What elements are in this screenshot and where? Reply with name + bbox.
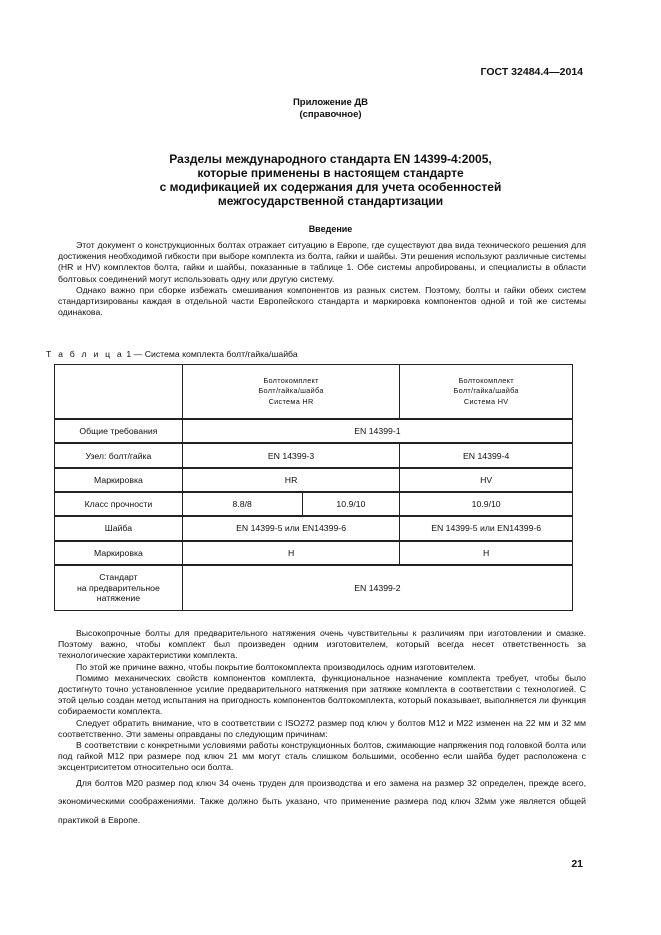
page-number: 21 [571, 858, 583, 870]
label-line: натяжение [96, 593, 141, 604]
annex-label: Приложение ДВ [292, 97, 369, 108]
paragraph: Высокопрочные болты для предварительного натяжения очень чувствительны к различиям при изготовлении и смазке. Поэтому важно, чтобы комплект был произведен одним изготовителем, который всегда несет ответственность за технологические характеристики комплекта. [58, 628, 586, 661]
annex-title [90, 152, 571, 208]
document-code: ГОСТ 32484.4—2014 [480, 66, 583, 78]
header-cell-hr [182, 365, 400, 420]
paragraph: Следует обратить внимание, что в соответствии с ISO272 размер под ключ у болтов М12 и М22 изменен на 22 мм и 32 мм соответственно. Эти замены оправданы по следующим причинам: [58, 717, 586, 739]
paragraph: Однако важно при сборке избежать смешивания компонентов из разных систем. Поэтому, болты и гайки обеих систем стандартизированы каждая в отдельной части Европейского стандарта и маркировка компонентов одной и той же системы одинакова. [58, 284, 586, 318]
table-row [55, 492, 573, 516]
row-label: Узел: болт/гайка [55, 443, 183, 467]
header-line: Болт/гайка/шайба [453, 386, 519, 396]
cell-value: EN 14399-5 или EN14399-6 [182, 516, 400, 540]
row-label: Маркировка [55, 468, 183, 492]
paragraph: Помимо механических свойств компонентов комплекта, функциональное назначение комплекта требует, чтобы было достигнуто точно установленное усилие предварительного натяжения при затяжке комплекта в соответствии с технологией. С этой целью создан метод испытания на пригодность компонентов болтокомплекта, который показывает, выполняется ли функция собираемости комплекта. [58, 672, 586, 717]
paragraph: В соответствии с конкретными условиями работы конструкционных болтов, сжимающие напряжения под головкой болта или под гайкой М12 при размере под ключ 21 мм могут сталь слишком большими, особенно если шайба будет расположена с эксцентриситетом относительно оси болта. [58, 740, 586, 773]
table-row [55, 443, 573, 467]
row-label: Класс прочности [55, 492, 183, 516]
table-caption [46, 349, 298, 359]
title-line: которые применены в настоящем стандарте [197, 166, 464, 180]
title-line: межгосударственной стандартизации [217, 194, 444, 208]
intro-text [58, 240, 586, 318]
row-label: Шайба [55, 516, 183, 540]
annex-heading [0, 97, 661, 121]
label-line: Стандарт [99, 572, 138, 583]
table-row [55, 419, 573, 443]
table-caption-text: 1 — Система комплекта болт/гайка/шайба [123, 349, 298, 359]
row-label [55, 565, 183, 611]
bolt-system-table [54, 364, 573, 611]
cell-value: EN 14399-3 [182, 443, 400, 467]
cell-value: EN 14399-4 [400, 443, 573, 467]
header-line: Болтокомплект [458, 375, 514, 385]
cell-value: 8.8/8 [182, 492, 302, 516]
table-header-row [55, 365, 573, 420]
cell-value: EN 14399-1 [182, 419, 572, 443]
table-row [55, 468, 573, 492]
cell-value: EN 14399-2 [182, 565, 572, 611]
cell-value: EN 14399-5 или EN14399-6 [400, 516, 573, 540]
row-label: Маркировка [55, 541, 183, 565]
header-line: Болтокомплект [263, 375, 319, 385]
section-heading: Введение [308, 224, 353, 234]
paragraph: Для болтов М20 размер под ключ 34 очень труден для производства и его замена на размер 32 определен, прежде всего, экономическими соображениями. Также должно быть указано, что применение размера под ключ 32мм уже является общей практикой в Европе. [58, 777, 586, 825]
cell-value: HR [182, 468, 400, 492]
cell-value: HV [400, 468, 573, 492]
cell-value: 10.9/10 [400, 492, 573, 516]
label-line: на предварительное [77, 582, 160, 593]
header-cell-hv [400, 365, 573, 420]
title-line: с модификацией их содержания для учета особенностей [159, 180, 502, 194]
table-row [55, 516, 573, 540]
annex-note: (справочное) [299, 109, 362, 120]
header-line: Система HV [463, 396, 509, 406]
table-row [55, 541, 573, 565]
paragraph: По этой же причине важно, чтобы покрытие болтокомплекта производилось одним изготовителем. [76, 661, 476, 672]
table-row [55, 565, 573, 611]
paragraph: Этот документ о конструкционных болтах отражает ситуацию в Европе, где существуют два вида технического решения для достижения необходимой гибкости при выборе комплекта из болта, гайки и шайбы. Эти решения используют различные системы (HR и HV) комплектов болта, гайки и шайбы, показанные в таблице 1. Обе системы апробированы, и специалисты в области болтовых соединений могут использовать одну или другую систему. [58, 240, 586, 284]
body-text [58, 628, 586, 829]
table-caption-prefix: Т а б л и ц а [46, 349, 124, 359]
header-line: Система HR [268, 396, 314, 406]
cell-value: H [182, 541, 400, 565]
row-label: Общие требования [55, 419, 183, 443]
cell-value: H [400, 541, 573, 565]
cell-value: 10.9/10 [302, 492, 400, 516]
title-line: Разделы международного стандарта EN 14399-4:2005, [169, 152, 492, 166]
header-line: Болт/гайка/шайба [258, 386, 324, 396]
empty-header-cell [55, 365, 183, 420]
